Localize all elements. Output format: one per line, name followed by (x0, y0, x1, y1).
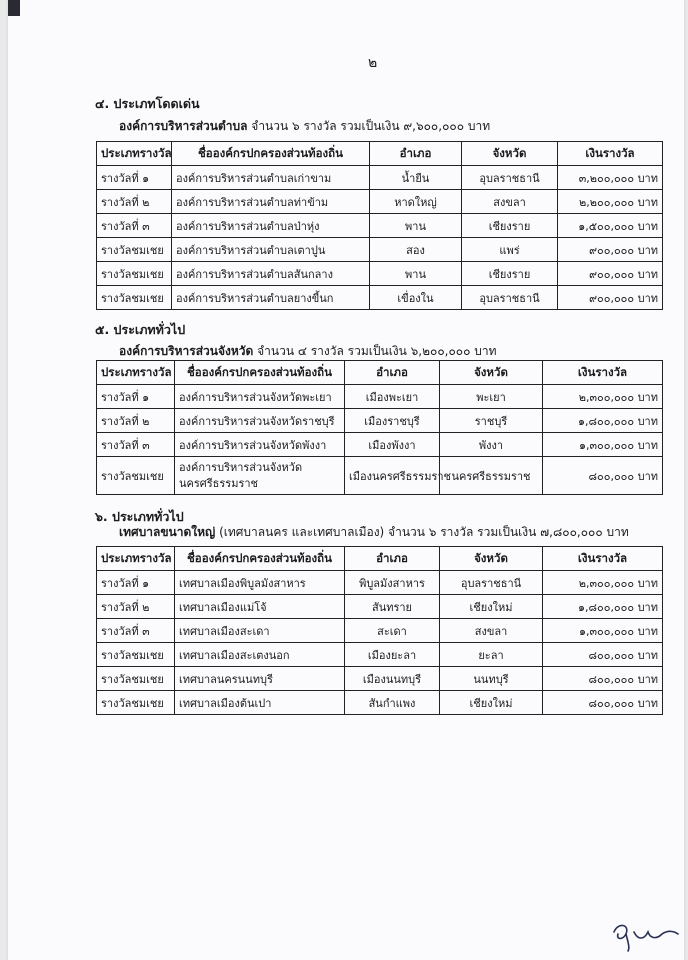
column-header: จังหวัด (462, 142, 558, 166)
prize-amount-cell: ๒,๒๐๐,๐๐๐ บาท (558, 190, 663, 214)
table-header-row (97, 142, 663, 166)
table-row (97, 409, 663, 433)
section-subtitle (119, 342, 497, 361)
district-cell: หาดใหญ่ (370, 190, 462, 214)
column-header: ชื่อองค์กรปกครองส่วนท้องถิ่น (175, 547, 345, 571)
district-cell: สอง (370, 238, 462, 262)
province-cell: สงขลา (440, 619, 543, 643)
province-cell: อุบลราชธานี (440, 571, 543, 595)
table-row (97, 385, 663, 409)
award-type-cell: รางวัลที่ ๑ (97, 385, 175, 409)
district-cell: สันทราย (345, 595, 440, 619)
organization-cell: เทศบาลเมืองพิบูลมังสาหาร (175, 571, 345, 595)
organization-cell: เทศบาลนครนนทบุรี (175, 667, 345, 691)
subtitle-detail: จำนวน ๔ รางวัล รวมเป็นเงิน ๖,๒๐๐,๐๐๐ บาท (253, 344, 497, 358)
organization-cell: เทศบาลเมืองสะเดา (175, 619, 345, 643)
table-row (97, 619, 663, 643)
prize-amount-cell: ๘๐๐,๐๐๐ บาท (543, 457, 663, 495)
award-type-cell: รางวัลชมเชย (97, 238, 172, 262)
award-type-cell: รางวัลที่ ๑ (97, 166, 172, 190)
district-cell: เมืองนนทบุรี (345, 667, 440, 691)
province-cell: นนทบุรี (440, 667, 543, 691)
subtitle-org-type: องค์การบริหารส่วนจังหวัด (119, 344, 254, 358)
organization-cell: องค์การบริหารส่วนตำบลเตาปูน (172, 238, 370, 262)
prize-amount-cell: ๙๐๐,๐๐๐ บาท (558, 238, 663, 262)
organization-cell: องค์การบริหารส่วนตำบลป่าหุ่ง (172, 214, 370, 238)
province-cell: เชียงใหม่ (440, 595, 543, 619)
province-cell: นครศรีธรรมราช (440, 457, 543, 495)
column-header: จังหวัด (440, 361, 543, 385)
organization-cell: เทศบาลเมืองต้นเปา (175, 691, 345, 715)
award-type-cell: รางวัลที่ ๓ (97, 433, 175, 457)
district-cell: เมืองพะเยา (345, 385, 440, 409)
table-row (97, 166, 663, 190)
column-header: อำเภอ (370, 142, 462, 166)
award-type-cell: รางวัลชมเชย (97, 286, 172, 310)
table-row (97, 457, 663, 495)
prize-amount-cell: ๑,๕๐๐,๐๐๐ บาท (558, 214, 663, 238)
prize-amount-cell: ๙๐๐,๐๐๐ บาท (558, 262, 663, 286)
column-header: อำเภอ (345, 547, 440, 571)
organization-cell: เทศบาลเมืองแม่โจ้ (175, 595, 345, 619)
district-cell: เขื่องใน (370, 286, 462, 310)
district-cell: น้ำยืน (370, 166, 462, 190)
district-cell: พาน (370, 262, 462, 286)
column-header: จังหวัด (440, 547, 543, 571)
province-cell: อุบลราชธานี (462, 286, 558, 310)
province-cell: เชียงราย (462, 214, 558, 238)
organization-cell: องค์การบริหารส่วนตำบลสันกลาง (172, 262, 370, 286)
organization-cell: องค์การบริหารส่วนจังหวัดพังงา (175, 433, 345, 457)
prize-amount-cell: ๙๐๐,๐๐๐ บาท (558, 286, 663, 310)
table-row (97, 433, 663, 457)
award-type-cell: รางวัลที่ ๒ (97, 190, 172, 214)
organization-cell: องค์การบริหารส่วนตำบลท่าข้าม (172, 190, 370, 214)
section-subtitle (119, 523, 629, 542)
organization-cell: เทศบาลเมืองสะเตงนอก (175, 643, 345, 667)
award-type-cell: รางวัลที่ ๒ (97, 595, 175, 619)
column-header: ชื่อองค์กรปกครองส่วนท้องถิ่น (175, 361, 345, 385)
award-type-cell: รางวัลชมเชย (97, 643, 175, 667)
award-type-cell: รางวัลชมเชย (97, 667, 175, 691)
section-heading: ๕. ประเภททั่วไป (95, 322, 186, 337)
section-heading: ๔. ประเภทโดดเด่น (95, 96, 200, 111)
table-row (97, 691, 663, 715)
document-page (8, 0, 684, 960)
district-cell: เมืองนครศรีธรรมราช (345, 457, 440, 495)
column-header: เงินรางวัล (558, 142, 663, 166)
award-type-cell: รางวัลชมเชย (97, 691, 175, 715)
organization-cell: องค์การบริหารส่วนจังหวัดราชบุรี (175, 409, 345, 433)
section-subtitle (119, 117, 490, 136)
district-cell: เมืองราชบุรี (345, 409, 440, 433)
table-row (97, 262, 663, 286)
province-cell: ราชบุรี (440, 409, 543, 433)
column-header: เงินรางวัล (543, 547, 663, 571)
table-row (97, 214, 663, 238)
district-cell: สะเดา (345, 619, 440, 643)
column-header: ประเภทรางวัล (97, 361, 175, 385)
table-row (97, 643, 663, 667)
prize-amount-cell: ๘๐๐,๐๐๐ บาท (543, 667, 663, 691)
award-type-cell: รางวัลที่ ๓ (97, 214, 172, 238)
province-cell: พังงา (440, 433, 543, 457)
award-table (96, 141, 663, 310)
province-cell: สงขลา (462, 190, 558, 214)
province-cell: เชียงราย (462, 262, 558, 286)
award-type-cell: รางวัลที่ ๒ (97, 409, 175, 433)
subtitle-detail: (เทศบาลนคร และเทศบาลเมือง) จำนวน ๖ รางวัล รวมเป็นเงิน ๗,๘๐๐,๐๐๐ บาท (215, 525, 629, 539)
organization-cell: องค์การบริหารส่วนจังหวัด นครศรีธรรมราช (175, 457, 345, 495)
subtitle-org-type: เทศบาลขนาดใหญ่ (119, 525, 216, 539)
table-header-row (97, 547, 663, 571)
section-heading: ๖. ประเภททั่วไป (95, 509, 184, 524)
prize-amount-cell: ๑,๘๐๐,๐๐๐ บาท (543, 409, 663, 433)
prize-amount-cell: ๑,๓๐๐,๐๐๐ บาท (543, 619, 663, 643)
province-cell: แพร่ (462, 238, 558, 262)
prize-amount-cell: ๘๐๐,๐๐๐ บาท (543, 691, 663, 715)
district-cell: เมืองยะลา (345, 643, 440, 667)
table-row (97, 595, 663, 619)
column-header: ประเภทรางวัล (97, 547, 175, 571)
table-header-row (97, 361, 663, 385)
table-row (97, 571, 663, 595)
column-header: เงินรางวัล (543, 361, 663, 385)
column-header: อำเภอ (345, 361, 440, 385)
award-type-cell: รางวัลชมเชย (97, 262, 172, 286)
handwritten-page-mark (608, 918, 680, 952)
corner-mark (8, 0, 20, 16)
prize-amount-cell: ๓,๒๐๐,๐๐๐ บาท (558, 166, 663, 190)
column-header: ชื่อองค์กรปกครองส่วนท้องถิ่น (172, 142, 370, 166)
province-cell: เชียงใหม่ (440, 691, 543, 715)
table-row (97, 190, 663, 214)
prize-amount-cell: ๒,๓๐๐,๐๐๐ บาท (543, 571, 663, 595)
award-type-cell: รางวัลชมเชย (97, 457, 175, 495)
province-cell: ยะลา (440, 643, 543, 667)
table-row (97, 667, 663, 691)
district-cell: พาน (370, 214, 462, 238)
organization-cell: องค์การบริหารส่วนตำบลเก่าขาม (172, 166, 370, 190)
table-row (97, 238, 663, 262)
organization-cell: องค์การบริหารส่วนจังหวัดพะเยา (175, 385, 345, 409)
prize-amount-cell: ๑,๘๐๐,๐๐๐ บาท (543, 595, 663, 619)
table-row (97, 286, 663, 310)
subtitle-org-type: องค์การบริหารส่วนตำบล (119, 119, 248, 133)
column-header: ประเภทรางวัล (97, 142, 172, 166)
district-cell: เมืองพังงา (345, 433, 440, 457)
page-number: ๒ (368, 55, 378, 71)
award-type-cell: รางวัลที่ ๑ (97, 571, 175, 595)
award-type-cell: รางวัลที่ ๓ (97, 619, 175, 643)
district-cell: สันกำแพง (345, 691, 440, 715)
prize-amount-cell: ๒,๓๐๐,๐๐๐ บาท (543, 385, 663, 409)
prize-amount-cell: ๘๐๐,๐๐๐ บาท (543, 643, 663, 667)
province-cell: พะเยา (440, 385, 543, 409)
prize-amount-cell: ๑,๓๐๐,๐๐๐ บาท (543, 433, 663, 457)
province-cell: อุบลราชธานี (462, 166, 558, 190)
award-table (96, 360, 663, 495)
subtitle-detail: จำนวน ๖ รางวัล รวมเป็นเงิน ๙,๖๐๐,๐๐๐ บาท (247, 119, 491, 133)
organization-cell: องค์การบริหารส่วนตำบลยางขี้นก (172, 286, 370, 310)
award-table (96, 546, 663, 715)
district-cell: พิบูลมังสาหาร (345, 571, 440, 595)
